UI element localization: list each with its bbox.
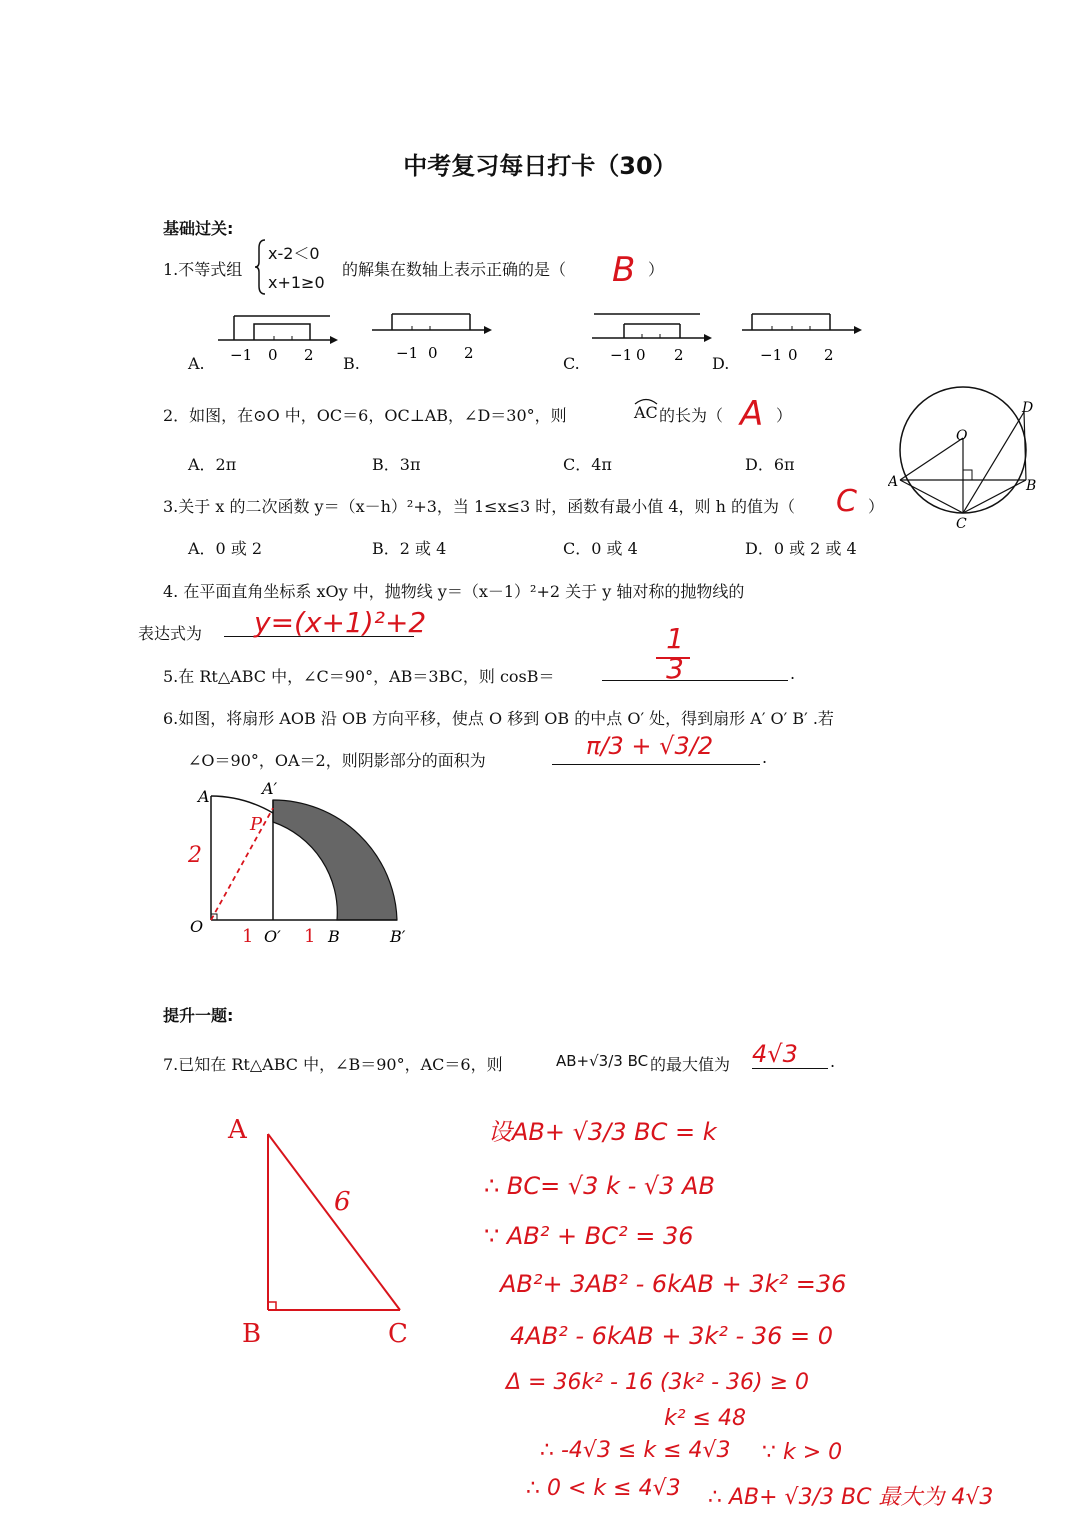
tick-label: −1 bbox=[760, 346, 783, 364]
arc-icon bbox=[634, 397, 658, 405]
tick-label: 2 bbox=[464, 344, 474, 362]
tick-label: −1 bbox=[610, 346, 633, 364]
q7-expr: AB+√3/3 BC bbox=[556, 1052, 649, 1070]
tick-label: 2 bbox=[674, 346, 684, 364]
work-line-5: 4AB² - 6kAB + 3k² - 36 = 0 bbox=[510, 1322, 833, 1350]
q2-option-b: B．3π bbox=[372, 455, 421, 474]
q4-answer: y=(x+1)²+2 bbox=[254, 606, 427, 639]
label-b-prime: B′ bbox=[390, 927, 406, 946]
q1-numberline-d bbox=[742, 308, 862, 366]
work-line-11: ∴ AB+ √3/3 BC 最大为 4√3 bbox=[708, 1485, 994, 1510]
tick-label: 0 bbox=[268, 346, 278, 364]
label-o: O bbox=[190, 917, 204, 936]
q2-arc-text: AC bbox=[634, 403, 658, 422]
page-title: 中考复习每日打卡（30） bbox=[403, 152, 677, 180]
work-line-3: ∵ AB² + BC² = 36 bbox=[484, 1222, 694, 1250]
q2-text: 2．如图，在⊙O 中，OC＝6，OC⊥AB，∠D＝30°，则 bbox=[163, 406, 567, 425]
work-line-8: ∴ -4√3 ≤ k ≤ 4√3 bbox=[540, 1438, 731, 1463]
q1-option-a-label: A. bbox=[188, 354, 205, 373]
q1-option-b-label: B. bbox=[343, 354, 360, 373]
shaded-region bbox=[273, 800, 397, 920]
label-c: C bbox=[956, 516, 967, 532]
q2-answer: A bbox=[740, 394, 764, 434]
q5-end: . bbox=[790, 664, 796, 683]
tick-label: 0 bbox=[428, 344, 438, 362]
q5-text: 5.在 Rt△ABC 中，∠C＝90°，AB＝3BC，则 cosB＝ bbox=[163, 667, 555, 686]
label-b: B bbox=[242, 1319, 262, 1349]
q7-suffix: 的最大值为 bbox=[650, 1055, 731, 1074]
q3-option-b: B．2 或 4 bbox=[372, 539, 447, 558]
q1-option-d-label: D. bbox=[712, 354, 730, 373]
q7-prefix: 7.已知在 Rt△ABC 中，∠B＝90°，AC＝6，则 bbox=[163, 1055, 503, 1074]
work-line-10: ∴ 0 < k ≤ 4√3 bbox=[526, 1476, 681, 1501]
q6-line2: ∠O＝90°，OA＝2，则阴影部分的面积为 bbox=[188, 751, 486, 770]
q2-option-a: A．2π bbox=[188, 455, 237, 474]
label-c: C bbox=[388, 1319, 408, 1349]
q5-answer-den: 3 bbox=[666, 652, 684, 685]
q2-circle-figure bbox=[888, 376, 1038, 532]
tick-label: −1 bbox=[230, 346, 253, 364]
q6-line1: 6.如图，将扇形 AOB 沿 OB 方向平移，使点 O 移到 OB 的中点 O′ 处，得到扇形 A′ O′ B′ .若 bbox=[163, 709, 834, 728]
tick-label: −1 bbox=[396, 344, 419, 362]
q1-ineq-1: x-2＜0 bbox=[268, 244, 320, 263]
q3-option-c: C．0 或 4 bbox=[563, 539, 638, 558]
label-a: A bbox=[228, 1115, 247, 1145]
q6-blank bbox=[552, 764, 760, 765]
tick-label: 0 bbox=[788, 346, 798, 364]
q1-numberline-a bbox=[218, 310, 338, 366]
q3-close: ） bbox=[868, 497, 885, 516]
q2-suffix: 的长为（ bbox=[659, 406, 724, 425]
work-line-9: ∵ k > 0 bbox=[762, 1440, 843, 1465]
q3-answer: C bbox=[836, 484, 857, 519]
q3-text: 3.关于 x 的二次函数 y＝（x－h）²+3，当 1≤x≤3 时，函数有最小值 4，则 h 的值为（ bbox=[163, 497, 796, 516]
q1-suffix: 的解集在数轴上表示正确的是（ bbox=[342, 260, 567, 279]
q6-end: . bbox=[762, 748, 768, 767]
work-line-1: 设AB+ √3/3 BC = k bbox=[488, 1118, 717, 1146]
q6-answer: π/3 + √3/2 bbox=[586, 732, 714, 760]
label-a-prime: A′ bbox=[262, 779, 278, 798]
section-advanced: 提升一题: bbox=[163, 1006, 234, 1025]
q5-answer-num: 1 bbox=[666, 622, 684, 655]
tick-label: 0 bbox=[636, 346, 646, 364]
q2-arc-label bbox=[634, 403, 658, 422]
q1-close: ） bbox=[648, 260, 665, 279]
brace-icon bbox=[254, 238, 266, 296]
q6-sector-figure bbox=[180, 776, 420, 952]
q1-prefix: 1.不等式组 bbox=[163, 260, 243, 279]
q7-answer: 4√3 bbox=[752, 1040, 798, 1068]
q7-blank bbox=[752, 1068, 828, 1069]
label-side: 6 bbox=[334, 1187, 351, 1217]
label-d: D bbox=[1022, 400, 1034, 416]
tick-label: 2 bbox=[824, 346, 834, 364]
label-b: B bbox=[1026, 478, 1037, 494]
section-basic: 基础过关: bbox=[163, 219, 234, 238]
label-a: A bbox=[198, 787, 210, 806]
q1-ineq-2: x+1≥0 bbox=[268, 273, 325, 292]
work-line-2: ∴ BC= √3 k - √3 AB bbox=[484, 1172, 715, 1200]
q2-option-d: D．6π bbox=[745, 455, 795, 474]
q7-triangle-figure bbox=[220, 1110, 420, 1350]
note-seg2: 1 bbox=[304, 926, 316, 947]
q2-close: ） bbox=[776, 406, 793, 425]
tick-label: 2 bbox=[304, 346, 314, 364]
work-line-7: k² ≤ 48 bbox=[664, 1406, 746, 1431]
label-o-prime: O′ bbox=[264, 927, 281, 946]
label-o: O bbox=[956, 428, 968, 444]
q1-option-c-label: C. bbox=[563, 354, 580, 373]
q2-option-c: C．4π bbox=[563, 455, 612, 474]
work-line-6: Δ = 36k² - 16 (3k² - 36) ≥ 0 bbox=[506, 1370, 809, 1395]
q3-option-a: A．0 或 2 bbox=[188, 539, 263, 558]
note-seg1: 1 bbox=[242, 926, 254, 947]
q5-blank bbox=[602, 680, 788, 681]
q1-answer: B bbox=[612, 250, 636, 290]
note-side: 2 bbox=[188, 843, 202, 868]
q1-numberline-c bbox=[592, 306, 716, 366]
work-line-4: AB²+ 3AB² - 6kAB + 3k² =36 bbox=[500, 1270, 847, 1298]
q3-option-d: D．0 或 2 或 4 bbox=[745, 539, 857, 558]
q1-numberline-b bbox=[372, 310, 494, 366]
label-b: B bbox=[328, 927, 340, 946]
note-p: P bbox=[250, 814, 263, 835]
q7-end: . bbox=[830, 1052, 836, 1071]
q4-line1: 4. 在平面直角坐标系 xOy 中，抛物线 y＝（x－1）²+2 关于 y 轴对称的抛物线的 bbox=[163, 582, 745, 601]
label-a: A bbox=[888, 474, 899, 490]
q4-line2: 表达式为 bbox=[138, 624, 203, 643]
